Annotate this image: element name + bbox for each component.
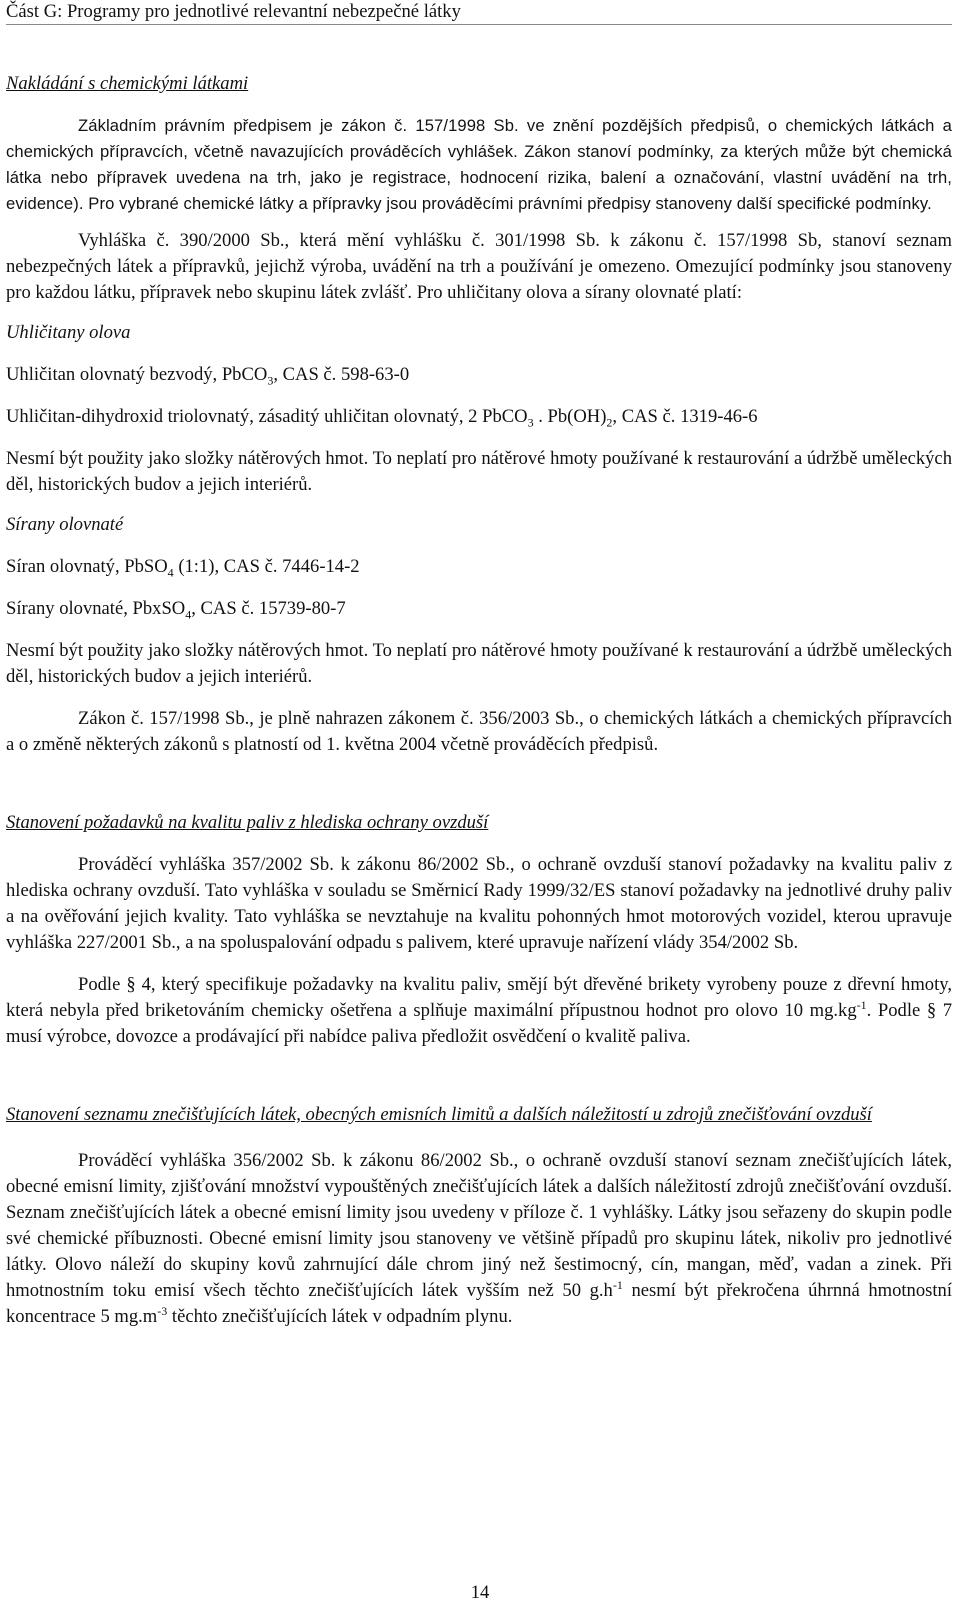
substance-line: Sírany olovnaté, PbxSO$_4$, CAS č. 15739-80-7 [6,598,346,622]
paragraph: Zákon č. 157/1998 Sb., je plně nahrazen zákonem č. 356/2003 Sb., o chemických látkách a chemických přípravcích a o změně některých zákonů s platností od 1. května 2004 včetně prováděcích předpisů. [6,708,952,755]
section-heading-emission-limits: Stanovení seznamu znečišťujících látek, obecných emisních limitů a dalších náležitostí u zdrojů znečišťování ovzduší [6,1104,872,1125]
subheading-sulfates: Sírany olovnaté [6,514,124,535]
substance-line: Uhličitan-dihydroxid triolovnatý, zásaditý uhličitan olovnatý, 2 PbCO$_3$ . $Pb(OH)_2$, CAS č. 1319-46-6 [6,406,758,430]
substance-line: Uhličitan olovnatý bezvodý, PbCO$_3$, CAS č. 598-63-0 [6,364,410,388]
page-number: 14 [470,1582,490,1603]
subheading-carbonates: Uhličitany olova [6,322,131,343]
header-title: Část G: Programy pro jednotlivé relevantní nebezpečné látky [6,1,461,22]
section-heading-fuel-quality: Stanovení požadavků na kvalitu paliv z hlediska ochrany ovzduší [6,812,489,833]
paragraph: Prováděcí vyhláška 356/2002 Sb. k zákonu 86/2002 Sb., o ochraně ovzduší stanoví seznam znečišťujících látek, obecné emisní limity, zjišťování množství vypouštěných znečišťujících látek a dalších náležitostí zdrojů znečišťování ovzduší. Seznam znečišťujících látek a obecné emisní limity jsou uvedeny v příloze č. 1 vyhlášky. Látky jsou seřazeny do skupin podle své chemické příbuznosti. Obecné emisní limity jsou stanoveny ve většině případů pro skupinu látek, nikoliv pro jednotlivé látky. Olovo náleží do skupiny kovů zahrnující dále chrom jiný než šestimocný, cín, mangan, měď, vadan a zinek. Při hmotnostním toku emisí všech těchto znečišťujících látek vyšším než 50 $g.h^{-1}$ nesmí být překročena úhrnná hmotnostní koncentrace 5 $mg.m^{-3}$ těchto znečišťujících látek v odpadním plynu. [6,1150,952,1327]
paragraph: Podle § 4, který specifikuje požadavky na kvalitu paliv, smějí být dřevěné brikety vyrobeny pouze z dřevní hmoty, která nebyla před briketováním chemicky ošetřena a splňuje maximální přípustnou hodnot pro olovo 10 $mg.kg^{-1}$. Podle § 7 musí výrobce, dovozce a prodávající při nabídce paliva předložit osvědčení o kvalitě paliva. [6,974,952,1047]
paragraph: Základním právním předpisem je zákon č. 157/1998 Sb. ve znění pozdějších předpisů, o chemických látkách a chemických přípravcích, včetně navazujících prováděcích vyhlášek. Zákon stanoví podmínky, za kterých může být chemická látka nebo přípravek uvedena na trh, jako je registrace, hodnocení rizika, balení a označování, vlastní uvádění na trh, evidence). Pro vybrané chemické látky a přípravky jsou prováděcími právními předpisy stanoveny další specifické podmínky. [6,116,952,213]
document-page [6,0,952,1330]
paragraph: Vyhláška č. 390/2000 Sb., která mění vyhlášku č. 301/1998 Sb. k zákonu č. 157/1998 Sb, stanoví seznam nebezpečných látek a přípravků, jejichž výroba, uvádění na trh a používání je omezeno. Omezující podmínky jsou stanoveny pro každou látku, přípravek nebo skupinu látek zvlášť. Pro uhličitany olova a sírany olovnaté platí: [6,230,952,303]
substance-line: Síran olovnatý, PbSO$_4$ (1:1), CAS č. 7446-14-2 [6,556,360,580]
section-heading-chemicals: Nakládání s chemickými látkami [6,73,249,94]
page-header [6,0,952,25]
restriction-paragraph: Nesmí být použity jako složky nátěrových hmot. To neplatí pro nátěrové hmoty používané k restaurování a údržbě uměleckých děl, historických budov a jejich interiérů. [6,640,952,687]
paragraph: Prováděcí vyhláška 357/2002 Sb. k zákonu 86/2002 Sb., o ochraně ovzduší stanoví požadavky na kvalitu paliv z hlediska ochrany ovzduší. Tato vyhláška v souladu se Směrnicí Rady 1999/32/ES stanoví požadavky na jednotlivé druhy paliv a na ověřování jejich kvality. Tato vyhláška se nevztahuje na kvalitu pohonných hmot motorových vozidel, kterou upravuje vyhláška 227/2001 Sb., a na spoluspalování odpadu s palivem, které upravuje nařízení vlády 354/2002 Sb. [6,854,952,953]
restriction-paragraph: Nesmí být použity jako složky nátěrových hmot. To neplatí pro nátěrové hmoty používané k restaurování a údržbě uměleckých děl, historických budov a jejich interiérů. [6,448,952,495]
